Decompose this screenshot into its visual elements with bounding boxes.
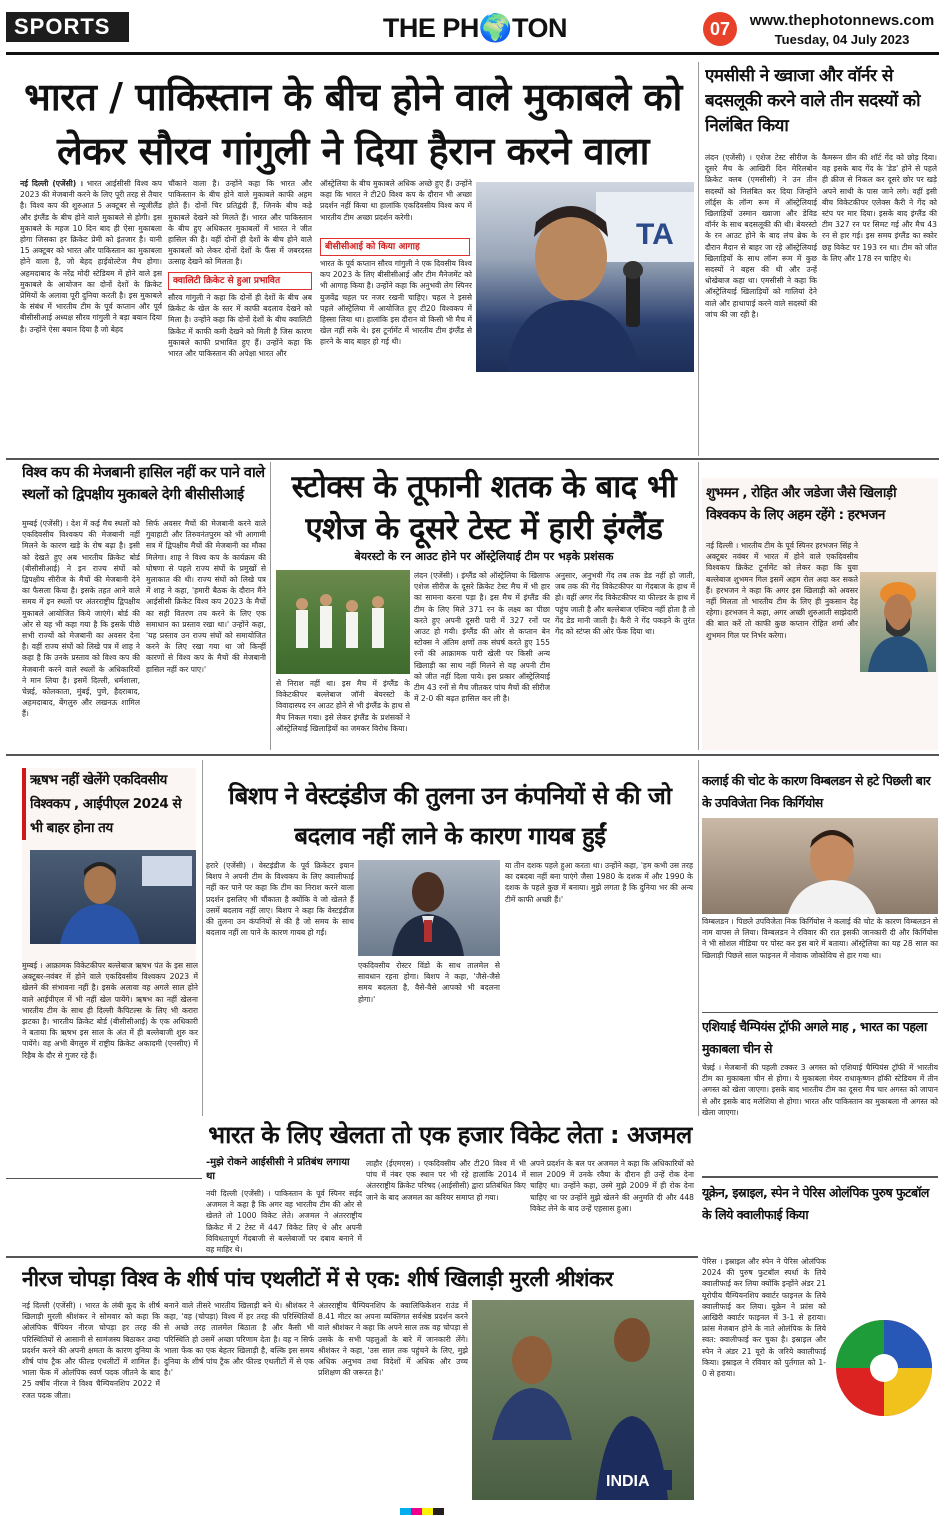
football-flags-illustration	[830, 1316, 938, 1420]
ajmal-col1: नयी दिल्ली (एजेंसी) । पाकिस्तान के पूर्व स्पिनर सईद अजमल ने कहा है कि अगर वह भारतीय टीम की ओर से खेलते तो 1000 विकेट लेते। अजमल ने अंतरराष्ट्रीय क्रिकेट में 2 टेस्ट में 447 विकेट लिए थे और अपनी विविधतापूर्ण गेंदबाजी से बल्लेबाजों पर दबाव बनाने में वह माहिर थे।	[206, 1189, 362, 1254]
harbhajan-photo	[860, 572, 936, 672]
stokes-photo	[276, 570, 410, 674]
rishabh-col1: मुम्बई । आक्रामक विकेटकीपर बल्लेबाज ऋषभ पंत के इस साल अक्टूबर-नवंबर में होने वाले एकदिवसीय विश्वकप 2023 में खेलने की संभावना नहीं है। इसके अलावा वह अगले साल होने वाले आईपीएल में भी नहीं खेल पायेंगे। ऋषभ का नहीं खेलना भारतीय टीम के साथ ही दिल्ली कैपिटल्स के लिए भी करारा झटका है। भारतीय क्रिकेट बोर्ड (बीसीसीआई) के एक अधिकारी ने बताया कि ऋषभ इस साल के अंत में ही बल्लेबाजी शुरु कर पायेंगे। वह अभी बेंगलुरु में राष्ट्रीय क्रिकेट अकादमी (एनसीए) में रिहैब के दौर से गुजर रहे हैं।	[22, 961, 198, 1060]
rule-rishabh	[202, 760, 203, 1116]
shubman-col1: नई दिल्ली । भारतीय टीम के पूर्व स्पिनर हरभजन सिंह ने अक्टूबर नवंबर में भारत में होने वाले एकदिवसीय विश्वकप क्रिकेट टूर्नामेंट को लेकर कहा कि युवा बल्लेबाज शुभमन गिल इसमें अहम रोल अदा कर सकते हैं। हरभजन ने कहा कि अगर इस खिलाड़ी को अवसर नहीं मिलता तो भारतीय टीम के लिए ही नुकसान देह रहेगा। हरभजन ने कहा, अगर अच्छी शुरुआती साझेदारी की बात करें तो काफी कुछ कप्तान रोहित शर्मा और शुभमन गिल पर निर्भर करेगा।	[706, 541, 858, 640]
lead-col1: नई दिल्ली (एजेंसी) । भारत आईसीसी विश्व कप 2023 की मेजबानी करने के लिए पूरी तरह से तैयार है। विश्व कप की शुरुआत 5 अक्टूबर से न्यूजीलैंड और इंग्लैंड के बीच होने वाले मुकाबले से होगी। इस मुकाबले के महज 10 दिन बाद ही ऐसा मुकाबला होगा जिसका हर क्रिकेट प्रेमी को इंतजार है। यानी 15 अक्टूबर को भारत और पाकिस्तान का मुकाबला होने वाला है, जो बेहद हाईवोल्टेज मैच होगा। अहमदाबाद के नरेंद्र मोदी स्टेडियम में होने वाले इस मुकाबले के आयोजन का दोनों देशों के क्रिकेट प्रेमियों के अलावा पूरी दुनिया करती है। इस मुकाबले के संबंध में भारतीय टीम के पूर्व कप्तान और पूर्व बीसीसीआई अध्यक्ष सौरव गांगुली ने बड़ा बयान दिया है। उन्होंने ऐसा बयान दिया है जो बेहद	[20, 179, 162, 334]
ajmal-col2: लाहौर (ईएमएस) । एकदिवसीय और टी20 विश्व में भी पांच में नंबर एक स्थान पर भी रहे हालांकि 2014 में अंतरराष्ट्रीय क्रिकेट परिषद (आईसीसी) द्वारा प्रतिबंधित किए जाने के बाद अजमल का करियर समाप्त हो गया।	[366, 1159, 526, 1202]
rule-vishwa	[270, 462, 271, 750]
harbhajan-illustration	[860, 572, 936, 672]
color-registration-strip	[400, 1504, 550, 1515]
rule-row1	[6, 458, 939, 460]
rule-row4	[6, 1256, 698, 1258]
football-photo	[830, 1316, 938, 1420]
lead-subhead-1: क्वालिटी क्रिकेट से हुआ प्रभावित	[168, 272, 312, 290]
lead-dateline: नई दिल्ली (एजेंसी) ।	[20, 179, 83, 188]
vishwa-col2: सिर्फ अवसर मैचों की मेजबानी करने वाले गुवाहाटी और तिरुवनंतपुरम को भी आगामी सत्र में द्विपक्षीय मैचों की मेजबानी का मौका मिलेगा। शाह ने विश्व कप के कार्यक्रम की घोषणा से पहले राज्य संघों के प्रमुखों से मुलाकात की थी। राज्य संघों को लिखे पत्र में शाह ने कहा, 'हमारी बैठक के दौरान मैंने आईसीसी क्रिकेट विश्व कप 2023 के मैचों का सही वितरण तय करने के लिए एक समाधान का प्रस्ताव रखा था।' उन्होंने कहा, 'यह प्रस्ताव उन राज्य संघों को समायोजित करने के लिए रखा गया था जो किन्हीं कारणों से विश्व कप के मैचों की मेजबानी हासिल नहीं कर पाए।'	[146, 519, 266, 674]
neeraj-col3: अंतरराष्ट्रीय चैम्पियनशिप के क्वालिफिकेशन राउंड में 8.41 मीटर का अपना व्यक्तिगत सर्वश्रेष्ठ प्रदर्शन करने वाले श्रीशंकर ने कहा कि अपने साल तक वह चोपड़ा से उसके के सभी पहलुओं के बारे में जानकारी लेंगे। श्रीशंकर ने कहा, 'उस साल तक पहुंचने के लिए, मुझे अधिक अनुभव तथा विदेशों में अधिक और उच्च प्रशिक्षण की जरूरत है।'	[318, 1301, 468, 1378]
ukraine-col1: पेरिस । इस्राइल और स्पेन ने पेरिस ओलंपिक 2024 की पुरुष फुटबॉल स्पर्धा के लिये क्वालीफाई कर लिया क्योंकि इन्होंने अंडर 21 यूरोपीय चैम्पियनशिप क्वार्टर फाइनल के लिये क्वालीफाई कर लिया। यूक्रेन ने फ्रांस को आखिरी क्वार्टर फाइनल में 3-1 से हराया। फ्रांस मेजबान होने के नाते ओलंपिक के लिये स्वत: क्वालीफाई कर चुका है। इस्राइल और स्पेन ने अंडर 21 यूरो के जरिये क्वालीफाई किया। इस्राइल ने रविवार को पुर्तगाल को 1-0 से हराया।	[702, 1257, 826, 1379]
ganguly-photo	[476, 182, 694, 372]
ganguly-illustration	[476, 182, 694, 372]
asia-col1: चेन्नई । मेजबानों की पहली टक्कर 3 अगस्त को एशियाई चैम्पियंस ट्रॉफी में भारतीय टीम का मुकाबला चीन से होगा। ये मुकाबला मेयर राधाकृष्णन हॉकी स्टेडियम में तीन अगस्त को खेला जाएगा। इसके बाद भारतीय टीम का दूसरा मैच चार अगस्त को जापान से और इसके बाद मलेशिया से होगा। भारत और पाकिस्तान का मुकाबला नौ अगस्त को खेला जाएगा।	[702, 1063, 938, 1117]
vishwa-headline: विश्व कप की मेजबानी हासिल नहीं कर पाने वाले स्थलों को द्विपक्षीय मुकाबले देगी बीसीसीआई	[22, 465, 265, 503]
india-jersey-text: INDIA	[606, 1473, 650, 1490]
stokes-deck: बेयरस्टो के रन आउट होने पर ऑस्ट्रेलियाई टीम पर भड़के प्रशंसक	[354, 550, 614, 563]
rishabh-redbar	[22, 768, 26, 840]
ajmal-deck: -मुझे रोकने आईसीसी ने प्रतिबंध लगाया था	[206, 1157, 350, 1182]
stokes-headline: स्टोक्स के तूफानी शतक के बाद भी एशेज के दूसरे टेस्ट में हारी इंग्लैंड	[291, 469, 677, 547]
bishop-col1: हरारे (एजेंसी) । वेस्टइंडीज के पूर्व क्रिकेटर इयान बिशप ने अपनी टीम के विश्वकप के लिए क्वालीफाई नहीं कर पाने पर कहा कि टीम का निराश करने वाला प्रदर्शन इसलिए भी चौंकाता है क्योंकि वे जो खेलते हैं उसमें बदलाव नहीं लाए। बिशप ने कहा कि वेस्टइंडीज की तुलना उन कंपनियों से की है जो समय के साथ बदलाव नहीं ला पाने के कारण गायब हो गईं।	[206, 861, 354, 938]
mcc-col2: कैमरून ग्रीन की शॉर्ट गेंद को छोड़ दिया। वह इसके बाद गेंद के 'डेड' होने से पहले ही क्रीज से निकल कर दूसरे छोर पर खड़े अपने साथी के पास जाने लगे। वहीं इसी बीच विकेटकीपर एलेक्स कैरी ने गेंद को स्टंप पर मार दिया। इसके बाद इंग्लैंड की टीम 327 रन पर सिमट गई और मैच 43 रन से हार गई। इस समय इंग्लैंड का स्कोर छह विकेट पर 193 रन था। टीम को जीत के लिए और 178 रन चाहिए थे।	[822, 153, 937, 263]
site-url[interactable]: www.thephotonnews.com	[749, 12, 935, 29]
neeraj-photo	[472, 1300, 694, 1500]
neeraj-col2: बनाने वाले तीसरे भारतीय खिलाड़ी बने थे। श्रीशंकर ने कहा, 'वह (चोपड़ा) विश्व में हर तरह की परिस्थितियों से अच्छे तरह तालमेल बिठाता है और कैसी भी परिस्थिति हो उसमें अच्छा परिणाम देता है। वह न सिर्फ भाला फेंक का एक बेहतर खिलाड़ी है, बल्कि इस समय दुनिया के शीर्ष पांच ट्रैक और फील्ड एथलीटों में से एक है।'	[164, 1301, 314, 1378]
stokes-col1: लंदन (एजेंसी) । इंग्लैंड को ऑस्ट्रेलिया के खिलाफ एशेज सीरीज के दूसरे क्रिकेट टेस्ट मैच में भी हार का सामना करना पड़ा है। इस मैच में इंग्लैंड की टीम के लिए मिले 371 रन के लक्ष्य का पीछा करते हुए अपनी दूसरी पारी में 327 रनों पर आउट हो गयी। इंग्लैंड की ओर से कप्तान बेन स्टोक्स ने अंतिम क्षणों तक संघर्ष करते हुए 155 रनों की आक्रामक पारी खेली पर किसी अन्य खिलाड़ी का साथ नहीं मिलने से वह अपनी टीम को जीत नहीं दिला पाये। इस प्रकार ऑस्ट्रेलियाई टीम 43 रनों से मैच जीतकर पांच मैचों की सीरीज में 2-0 की बढ़त हासिल कर ली है।	[414, 571, 550, 704]
bishop-photo	[358, 860, 500, 956]
section-label: SPORTS	[6, 12, 129, 42]
asia-headline: एशियाई चैम्पियंस ट्रॉफी अगले माह , भारत का पहला मुकाबला चीन से	[702, 1019, 927, 1056]
rishabh-photo	[30, 850, 196, 944]
bishop-headline: बिशप ने वेस्टइंडीज की तुलना उन कंपनियों से की जो बदलाव नहीं लाने के कारण गायब हुईं	[228, 782, 672, 850]
page-number: 07	[703, 12, 737, 46]
ukraine-headline: यूक्रेन, इस्राइल, स्पेन ने पेरिस ओलंपिक पुरुष फुटबॉल के लिये क्वालीफाई किया	[702, 1185, 929, 1222]
lead-col3b: भारत के पूर्व कप्तान सौरव गांगुली ने एक दिवसीय विश्व कप 2023 के लिए बीसीसीआई और टीम मैनेजमेंट को भी आगाह किया है। उन्होंने कहा कि अनुभवी लेग स्पिनर युजवेंद्र चहल पर नजर रखनी चाहिए। चहल ने इससे पहले ऑस्ट्रेलिया में आयोजित हुए टी20 विश्वकप में हिस्सा लिया था। हालांकि इस दौरान वो किसी भी मैच में खेल नहीं सके थे। इस टूर्नामेंट में भारतीय टीम इंग्लैंड से हारने के बाद बाहर हो गई थी।	[320, 259, 472, 347]
mcc-headline: एमसीसी ने ख्वाजा और वॉर्नर से बदसलूकी करने वाले तीन सदस्यों को निलंबित किया	[705, 66, 921, 136]
vishwa-col1: मुम्बई (एजेंसी) । देश में कई मैच स्थलों को एकदिवसीय विश्वकप की मेजबानी नहीं मिलने के कारण खड़े के रोष बढ़ा है। इसी को देखते हुए अब भारतीय क्रिकेट बोर्ड (बीसीसीआई) ने इन राज्य संघों को द्विपक्षीय सीरीज के मैचों की मेजबानी देने का फैसला किया है। इसके तहत आने वाले समय में इन स्थलों पर अंतरराष्ट्रीय द्विपक्षीय मुकाबले आयोजित किये जाएंगे। बोर्ड की ओर से यह भी कहा गया है कि इसके पीछे सभी राज्यों को मेजबानी का अवसर देना है। वहीं राज्य संघों को लिखे पत्र में शाह ने कहा है कि उनके प्रस्ताव को विश्व कप की मेजबानी करने वाले स्थलों के अधिकारियों ने मान लिया है। इसमें दिल्ली, धर्मशाला, चेन्नई, कोलकाता, मुंबई, पुणे, हैदराबाद, अहमदाबाद, बेंगलुरु और लखनऊ शामिल हैं।	[22, 519, 140, 719]
kyrgios-col1: विम्बलडन । पिछले उपविजेता निक किर्गियोस ने कलाई की चोट के कारण विम्बलडन से नाम वापस ले लिया। विम्बलडन ने रविवार की रात इसकी जानकारी दी और किर्गियोस ने भी सोशल मीडिया पर पोस्ट कर इस बारे में बताया। ऑस्ट्रेलिया का यह 28 साल का खिलाड़ी पिछले साल फाइनल में नोवाक जोकोविच से हार गया था।	[702, 917, 938, 960]
stokes-col2: से निराश नहीं था। इस मैच में इंग्लैंड के विकेटकीपर बल्लेबाज जॉनी बेयरस्टो के विवादास्पद रन आउट होने से भी इंग्लैंड के हाथ से मैच निकल गया। इसे लेकर इंग्लैंड के प्रशंसकों ने ऑस्ट्रेलियाई खिलाड़ियों का जमकर विरोध किया।	[276, 679, 410, 733]
rishabh-illustration	[30, 850, 196, 944]
lead-headline: भारत / पाकिस्तान के बीच होने वाले मुकाबले को लेकर सौरव गांगुली ने दिया हैरान करने वाला	[24, 75, 682, 173]
neeraj-headline: नीरज चोपड़ा विश्व के शीर्ष पांच एथलीटों में से एक: शीर्ष खिलाड़ी मुरली श्रीशंकर	[22, 1267, 613, 1291]
lead-subhead-2: बीसीसीआई को किया आगाह	[320, 238, 470, 256]
rule-row2	[6, 754, 939, 756]
stokes-col3: अनुसार, अनुभवी गेंद तब तक डेड नहीं हो जाती, जब तक की गेंद विकेटकीपर या गेंदबाज के हाथ में हो। वहीं अगर गेंद विकेटकीपर या फील्डर के हाथ में पहुंच जाती है और बल्लेबाज एक्टिव नहीं होता है तो गेंद डेड मानी जाती है। कैरी ने गेंद पकड़ने के तुरंत गेंद को स्टंप्स की ओर फेंक दिया था।	[555, 571, 695, 637]
bishop-illustration	[358, 860, 500, 956]
svg-text:TA: TA	[636, 218, 674, 251]
bishop-col3: या तीन दशक पहले हुआ करता था। उन्होंने कहा, 'हम कभी उस तरह का दबदबा नहीं बना पाएंगे जैसा 1980 के दशक में और 1990 के दशक के पहले कुछ में बनाया। मुझे लगता है कि दुनिया भर की अन्य टीमें काफी अच्छी हैं।'	[505, 861, 693, 904]
shubman-headline: शुभमन , रोहित और जडेजा जैसे खिलाड़ी विश्वकप के लिए अहम रहेंगे : हरभजन	[706, 485, 897, 523]
rule-row3	[6, 1178, 202, 1179]
ajmal-headline: भारत के लिए खेलता तो एक हजार विकेट लेता : अजमल	[208, 1121, 692, 1149]
lead-col2b: सौरव गांगुली ने कहा कि दोनों ही देशों के बीच अब क्रिकेट के खेल के स्तर में काफी बदलाव देखने को मिला है। उन्होंने कहा कि दोनों देशों के बीच क्वालिटी क्रिकेट में काफी कमी देखने को मिली है जिस कारण मुकाबले काफी प्रभावित हुए हैं। उन्होंने कहा कि भारत और पाकिस्तान की अपेक्षा भारत और	[168, 293, 312, 359]
lead-col2: चौंकाने वाला है। उन्होंने कहा कि भारत और पाकिस्तान के बीच होने वाले मुकाबले काफी अहम होते हैं। दोनों चिर प्रतिद्वंदी हैं, जिनके बीच कड़े मुकाबले देखने को मिलते हैं। भारत और पाकिस्तान के बीच हुए अधिकतर मुकाबलों में भारत ने जीत हासिल की है। वहीं दोनों ही देशों के बीच होने वाले मुकाबलों को लेकर दोनों देशों के फैंस में जबरदस्त उत्साह देखने को मिलता है।	[168, 179, 312, 267]
rule-kyrgios	[702, 1012, 938, 1013]
neeraj-illustration	[472, 1300, 694, 1500]
neeraj-col1: नई दिल्ली (एजेंसी) । भारत के लंबी कूद के शीर्ष खिलाड़ी मुरली श्रीशंकर ने सोमवार को कहा कि ओलंपिक चैंपियन नीरज चोपड़ा हर तरह की परिस्थितियों से आसानी से सामंजस्य बिठाकर उम्दा प्रदर्शन करने की अपनी क्षमता के कारण दुनिया के शीर्ष पांच ट्रैक और फील्ड एथलीटों में शामिल हैं। भाला फेंक में ओलंपिक स्वर्ण पदक जीतने के बाद 25 वर्षीय नीरज ने विश्व चैम्पियनशिप 2022 में रजत पदक जीता।	[22, 1301, 160, 1400]
issue-date: Tuesday, 04 July 2023	[774, 32, 910, 47]
ajmal-col3: अपने प्रदर्शन के बल पर अजमल ने कहा कि अधिकारियों को साल 2009 में उनके रवैया के दौरान ही उन्हें रोक देना चाहिए था। उन्होंने कहा, उस्मे मुझे 2009 में ही रोक देना चाहिए था पर उन्होंने मुझे खेलने की अनुमति दी और 448 विकेट लेने के बाद उन्हें एहसास हुआ।	[530, 1159, 694, 1213]
lead-col3: ऑस्ट्रेलिया के बीच मुकाबले अधिक अच्छे हुए हैं। उन्होंने कहा कि भारत ने टी20 विश्व कप के दौरान भी अच्छा प्रदर्शन नहीं किया था हालांकि एकदिवसीय विश्व कप में भारतीय टीम अच्छा प्रदर्शन करेगी।	[320, 179, 472, 222]
players-illustration	[276, 570, 410, 674]
rule-lead-right	[698, 62, 699, 456]
rule-bishop	[698, 760, 699, 1116]
rule-stokes	[698, 462, 699, 750]
rule-asia	[702, 1176, 938, 1178]
kyrgios-illustration	[702, 818, 938, 914]
masthead: THE PH🌍TON	[382, 13, 568, 43]
rishabh-headline: ऋषभ नहीं खेलेंगे एकदिवसीय विश्वकप , आईपीएल 2024 से भी बाहर होना तय	[30, 772, 182, 836]
bishop-col2: एकदिवसीय रोस्टर विंडो के साथ तालमेल से सावधान रहना होगा। बिशप ने कहा, 'जैसे-जैसे समय बदलता है, वैसे-वैसे आपको भी बदलना होगा।'	[358, 961, 500, 1004]
kyrgios-photo	[702, 818, 938, 914]
mcc-col1: लंदन (एजेंसी) । एशेज टेस्ट सीरीज के दूसरे मैच के आखिरी दिन मेरिलबोन क्रिकेट क्लब (एमसीसी) ने उन तीन सदस्यों को निलंबित कर दिया जिन्होंने लॉर्ड्स के लॉन्ग रूम में ऑस्ट्रेलियाई खिलाड़ियों उस्मान ख्वाजा और डेविड वॉर्नर के साथ बदसलूकी की थी। बेयरस्टो के रन आउट होने के बाद लंच ब्रेक के दौरान मैदान से बाहर जा रहे ऑस्ट्रेलियाई खिलाड़ियों के साथ लॉन्ग रूम में कुछ सदस्यों ने बहस की थी और उन्हें धोखेबाज कहा था। एमसीसी ने कहा कि ऑस्ट्रेलियाई खिलाड़ियों को गालियां देने वाले और हाथापाई करने वाले सदस्यों की जांच की जा रही है।	[705, 153, 817, 319]
kyrgios-headline: कलाई की चोट के कारण विम्बलडन से हटे पिछली बार के उपविजेता निक किर्गियोस	[702, 773, 931, 810]
header-rule	[6, 52, 939, 55]
